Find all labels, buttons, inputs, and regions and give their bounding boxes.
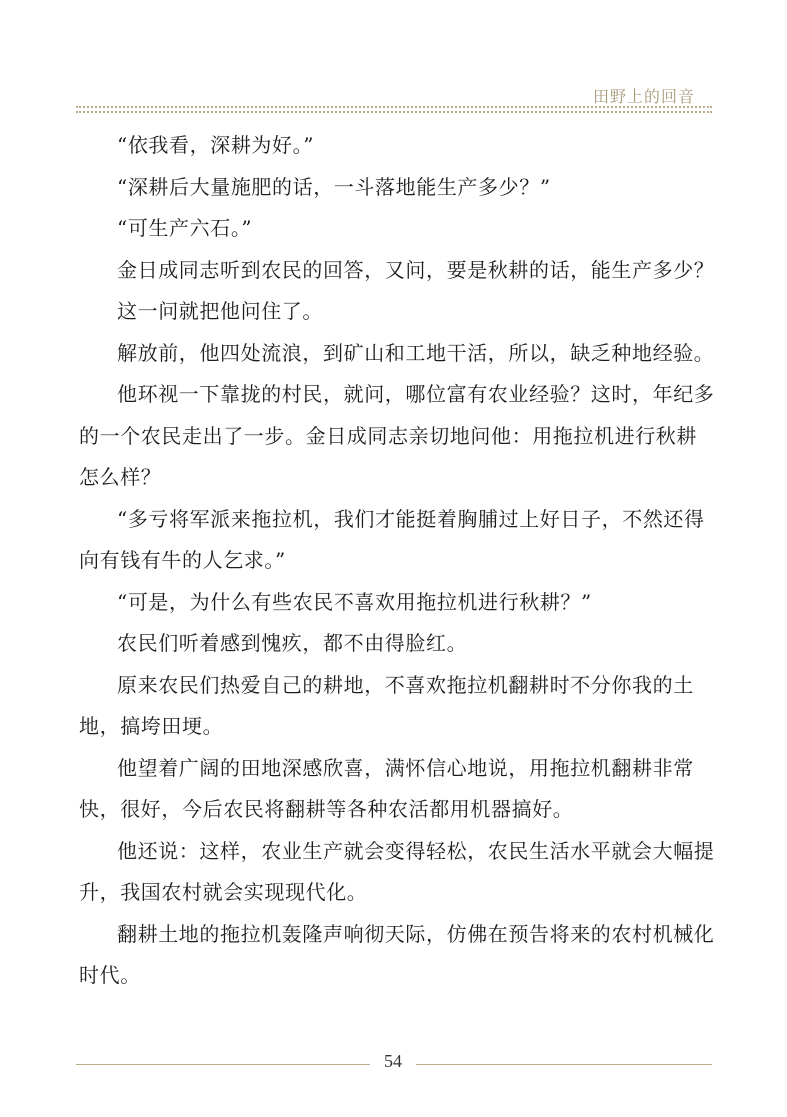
paragraph: 解放前，他四处流浪，到矿山和工地干活，所以，缺乏种地经验。 bbox=[117, 340, 715, 365]
paragraph: “多亏将军派来拖拉机，我们才能挺着胸脯过上好日子，不然还得向有钱有牛的人乞求。” bbox=[79, 506, 705, 572]
page-number: 54 bbox=[384, 1051, 402, 1071]
body-text bbox=[79, 125, 717, 997]
running-header-title: 田野上的回音 bbox=[592, 87, 695, 106]
paragraph: 金日成同志听到农民的回答，又问，要是秋耕的话，能生产多少？ bbox=[117, 257, 715, 282]
footer-rule-left bbox=[76, 1064, 370, 1065]
paragraph: “可是，为什么有些农民不喜欢用拖拉机进行秋耕？” bbox=[117, 589, 592, 614]
paragraph: 这一问就把他问住了。 bbox=[117, 299, 323, 323]
paragraph: 他还说：这样，农业生产就会变得轻松，农民生活水平就会大幅提升，我国农村就会实现现代化。 bbox=[79, 838, 715, 904]
footer-rule-right bbox=[416, 1064, 712, 1065]
paragraph: “可生产六石。” bbox=[117, 216, 253, 240]
paragraph: 他望着广阔的田地深感欣喜，满怀信心地说，用拖拉机翻耕非常快，很好，今后农民将翻耕等各种农活都用机器搞好。 bbox=[79, 755, 694, 821]
paragraph: 他环视一下靠拢的村民，就问，哪位富有农业经验？这时，年纪多的一个农民走出了一步。金日成同志亲切地问他：用拖拉机进行秋耕怎么样？ bbox=[79, 382, 715, 489]
paragraph: “深耕后大量施肥的话，一斗落地能生产多少？” bbox=[117, 174, 551, 199]
header-dotted-rule-secondary bbox=[76, 111, 712, 113]
paragraph: 翻耕土地的拖拉机轰隆声响彻天际，仿佛在预告将来的农村机械化时代。 bbox=[79, 921, 715, 987]
paragraph: 原来农民们热爱自己的耕地，不喜欢拖拉机翻耕时不分你我的土地，搞垮田埂。 bbox=[79, 672, 694, 738]
header-dotted-rule bbox=[76, 106, 712, 108]
paragraph: “依我看，深耕为好。” bbox=[117, 133, 315, 157]
paragraph: 农民们听着感到愧疚，都不由得脸红。 bbox=[117, 631, 468, 655]
